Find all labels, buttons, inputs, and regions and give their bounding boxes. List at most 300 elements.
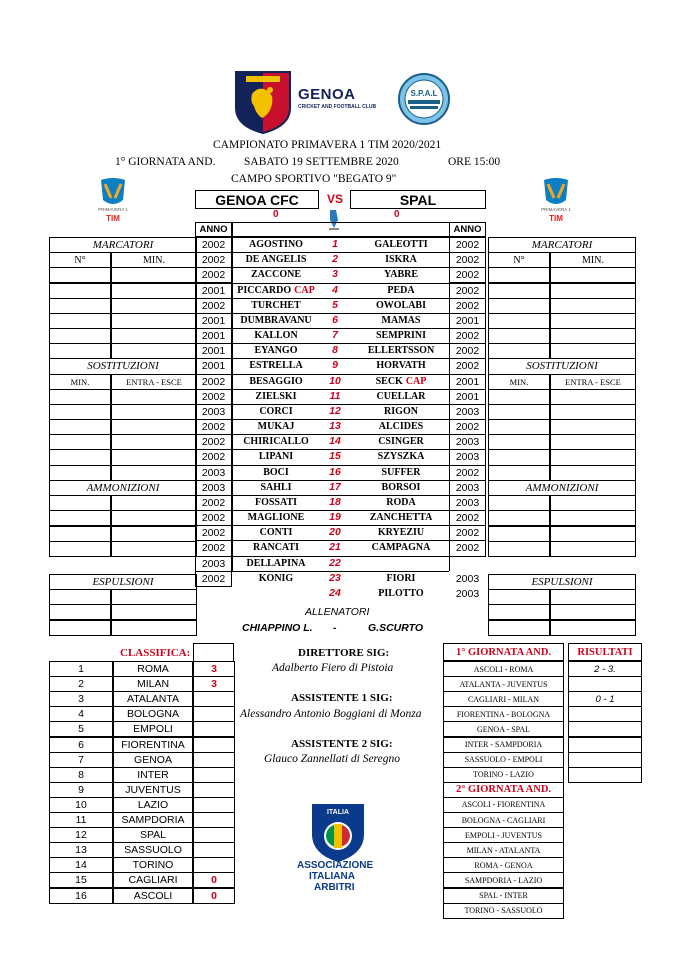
standings-position: 9 (49, 782, 113, 798)
panel-entry-cell[interactable] (488, 328, 550, 344)
standings-position: 11 (49, 812, 113, 828)
panel-entry-cell[interactable] (111, 541, 197, 557)
home-player-name (232, 510, 320, 525)
panel-entry-cell[interactable] (550, 434, 636, 450)
home-player-year: 2002 (195, 571, 232, 587)
home-year-header: ANNO (195, 222, 232, 237)
standings-points-header (193, 643, 234, 661)
roster-row-line (232, 389, 449, 390)
spal-logo (398, 70, 450, 128)
panel-entry-cell[interactable] (49, 589, 111, 605)
home-player-year: 2002 (195, 252, 232, 268)
standings-team: MILAN (113, 676, 193, 692)
assistant2-label: ASSISTENTE 2 SIG: (291, 738, 393, 750)
shirt-number: 20 (329, 526, 341, 539)
roster-row-line (232, 419, 449, 420)
panel-entry-cell[interactable] (550, 604, 636, 620)
shirt-number: 4 (332, 283, 338, 296)
fixture-match: EMPOLI - JUVENTUS (443, 827, 564, 843)
standings-position: 5 (49, 721, 113, 737)
panel-entry-cell[interactable] (49, 343, 111, 359)
home-player-surname: MUKAJ (257, 421, 295, 433)
away-player-surname: CSINGER (378, 436, 424, 448)
home-player-year: 2001 (195, 358, 232, 374)
home-player-name (232, 449, 320, 464)
home-player-surname: BOCI (263, 466, 289, 478)
panel-entry-cell[interactable] (550, 541, 636, 557)
panel-entry-cell[interactable] (488, 526, 550, 542)
standings-team: LAZIO (113, 797, 193, 813)
panel-entry-cell[interactable] (488, 589, 550, 605)
panel-entry-cell[interactable] (49, 434, 111, 450)
tim-brand: TIM (549, 214, 563, 223)
home-player-year: 2003 (195, 404, 232, 420)
home-player-year: 2002 (195, 298, 232, 314)
shirt-number: 17 (329, 480, 341, 493)
panel-entry-cell[interactable] (49, 389, 111, 405)
standings-team: TORINO (113, 857, 193, 873)
panel-entry-cell[interactable] (488, 313, 550, 329)
home-player-surname: LIPANI (258, 451, 294, 463)
home-player-surname: ESTRELLA (249, 360, 303, 372)
panel-entry-cell[interactable] (111, 589, 197, 605)
captain-badge: CAP (294, 284, 315, 296)
away-player-name (353, 540, 449, 555)
panel-entry-cell[interactable] (550, 465, 636, 481)
home-player-name (232, 313, 320, 328)
panel-col-header: MIN. (488, 374, 550, 390)
roster-row-line (232, 343, 449, 344)
fixture-match: TORINO - LAZIO (443, 767, 564, 783)
home-player-name (232, 480, 320, 495)
away-player-year: 2003 (455, 587, 480, 600)
spal-logo-text: S.P.A.L (410, 89, 438, 98)
panel-title: ESPULSIONI (488, 574, 636, 590)
away-player-year: 2002 (449, 419, 486, 435)
away-player-year: 2002 (449, 510, 486, 526)
roster-row-line (232, 283, 449, 284)
home-player-surname: CHIRICALLO (243, 436, 309, 448)
tim-brand: TIM (106, 214, 120, 223)
match-venue: CAMPO SPORTIVO "BEGATO 9" (231, 173, 397, 185)
panel-entry-cell[interactable] (111, 389, 197, 405)
away-player-surname: SZYSZKA (377, 451, 425, 463)
shirt-number: 1 (332, 238, 338, 250)
aia-line2: ITALIANA (309, 871, 355, 882)
away-player-name (353, 449, 449, 464)
round1-title: 1° GIORNATA AND. (443, 643, 564, 661)
panel-entry-cell[interactable] (550, 404, 636, 420)
referee-name: Adalberto Fiero di Pistoia (272, 662, 394, 674)
panel-entry-cell[interactable] (488, 434, 550, 450)
panel-entry-cell[interactable] (111, 283, 197, 299)
shirt-number: 6 (332, 313, 338, 326)
panel-title: SOSTITUZIONI (49, 358, 197, 374)
home-player-year: 2003 (195, 556, 232, 572)
panel-entry-cell[interactable] (111, 604, 197, 620)
away-player-surname: ELLERTSSON (367, 345, 435, 357)
away-player-name (353, 358, 449, 373)
away-player-year: 2001 (449, 389, 486, 405)
panel-title: AMMONIZIONI (488, 480, 636, 496)
home-player-name (232, 556, 320, 571)
home-player-name (232, 540, 320, 555)
panel-entry-cell[interactable] (488, 620, 550, 636)
home-player-surname: TURCHET (251, 299, 301, 311)
home-player-surname: DE ANGELIS (245, 254, 307, 266)
home-player-year: 2002 (195, 510, 232, 526)
fixture-result: 2 - 3. (568, 661, 642, 677)
roster-header-spacer (232, 222, 486, 237)
away-score: 0 (394, 209, 400, 220)
panel-entry-cell[interactable] (488, 267, 550, 283)
panel-entry-cell[interactable] (488, 449, 550, 465)
home-player-year: 2003 (195, 480, 232, 496)
home-player-name (232, 237, 320, 252)
panel-entry-cell[interactable] (49, 541, 111, 557)
panel-entry-cell[interactable] (49, 449, 111, 465)
away-player-year: 2001 (449, 313, 486, 329)
home-player-surname: EYANGO (254, 345, 298, 357)
standings-team: SAMPDORIA (113, 812, 193, 828)
panel-entry-cell[interactable] (49, 495, 111, 511)
home-player-surname: PICCARDO (237, 284, 292, 296)
coach-separator: - (333, 622, 337, 634)
shirt-number: 21 (329, 541, 341, 554)
roster-row-line (232, 480, 449, 481)
away-coach: G.SCURTO (368, 622, 424, 634)
home-player-name (232, 267, 320, 282)
panel-entry-cell[interactable] (550, 526, 636, 542)
home-player-name (232, 374, 320, 389)
home-player-year: 2002 (195, 419, 232, 435)
standings-team: INTER (113, 767, 193, 783)
home-player-surname: CORCI (259, 405, 293, 417)
panel-entry-cell[interactable] (49, 465, 111, 481)
panel-entry-cell[interactable] (49, 313, 111, 329)
standings-team: BOLOGNA (113, 706, 193, 722)
standings-team: SASSUOLO (113, 842, 193, 858)
home-player-name (232, 252, 320, 267)
fixture-result (568, 767, 642, 783)
standings-team: ROMA (113, 661, 193, 677)
home-coach: CHIAPPINO L. (242, 622, 313, 634)
roster-row-line (232, 374, 449, 375)
panel-entry-cell[interactable] (550, 343, 636, 359)
results-title: RISULTATI (568, 643, 642, 661)
panel-entry-cell[interactable] (49, 404, 111, 420)
shirt-number: 19 (329, 511, 341, 524)
panel-entry-cell[interactable] (550, 620, 636, 636)
away-player-name (353, 267, 449, 282)
away-player-surname: YABRE (383, 269, 419, 281)
standings-team: SPAL (113, 827, 193, 843)
fixture-match: SPAL - INTER (443, 888, 564, 904)
panel-entry-cell[interactable] (550, 389, 636, 405)
panel-entry-cell[interactable] (488, 404, 550, 420)
home-player-year: 2001 (195, 313, 232, 329)
standings-position: 13 (49, 842, 113, 858)
panel-col-header: N° (49, 252, 111, 268)
away-player-year: 2002 (449, 237, 486, 253)
away-player-year: 2003 (455, 572, 480, 585)
away-player-year: 2002 (449, 540, 486, 556)
home-player-name (232, 525, 320, 540)
panel-entry-cell[interactable] (49, 526, 111, 542)
away-player-surname: ALCIDES (378, 421, 424, 433)
panel-entry-cell[interactable] (111, 510, 197, 526)
panel-entry-cell[interactable] (49, 283, 111, 299)
home-player-year: 2002 (195, 374, 232, 390)
panel-col-header: N° (488, 252, 550, 268)
away-player-year: 2002 (449, 328, 486, 344)
assistant2-name: Glauco Zannellati di Seregno (264, 753, 400, 765)
standings-points (193, 721, 235, 737)
panel-col-header: MIN. (550, 252, 636, 268)
home-player-year: 2002 (195, 525, 232, 541)
standings-points: 0 (193, 872, 235, 888)
panel-entry-cell[interactable] (111, 267, 197, 283)
standings-position: 15 (49, 872, 113, 888)
roster-row-line (232, 449, 449, 450)
away-player-surname: BORSOI (381, 481, 421, 493)
standings-team: JUVENTUS (113, 782, 193, 798)
panel-entry-cell[interactable] (111, 620, 197, 636)
panel-entry-cell[interactable] (550, 510, 636, 526)
home-player-year: 2002 (195, 237, 232, 253)
panel-entry-cell[interactable] (49, 267, 111, 283)
fixture-result: 0 - 1 (568, 691, 642, 707)
panel-entry-cell[interactable] (111, 495, 197, 511)
away-team-name: SPAL (350, 190, 486, 209)
away-player-name (353, 404, 449, 419)
standings-points: 3 (193, 661, 235, 677)
away-player-surname: GALEOTTI (374, 239, 428, 250)
standings-team: GENOA (113, 752, 193, 768)
panel-entry-cell[interactable] (550, 495, 636, 511)
fixture-match: ASCOLI - ROMA (443, 661, 564, 677)
away-player-year: 2002 (449, 283, 486, 299)
away-player-name (353, 419, 449, 434)
panel-entry-cell[interactable] (488, 510, 550, 526)
panel-title: ESPULSIONI (49, 574, 197, 590)
panel-entry-cell[interactable] (49, 419, 111, 435)
panel-col-header: ENTRA - ESCE (550, 374, 636, 390)
panel-entry-cell[interactable] (111, 328, 197, 344)
home-player-surname: MAGLIONE (247, 512, 305, 524)
panel-entry-cell[interactable] (488, 541, 550, 557)
away-player-year: 2002 (449, 298, 486, 314)
away-player-name (353, 510, 449, 525)
roster-col-line (232, 237, 233, 571)
aia-shield-logo (306, 800, 370, 864)
roster-col-line (449, 237, 450, 571)
standings-points (193, 827, 235, 843)
match-date: SABATO 19 SETTEMBRE 2020 (244, 156, 399, 168)
primavera-label: PRIMAVERA 1 (541, 207, 571, 212)
away-player-name (353, 374, 449, 389)
standings-points (193, 857, 235, 873)
away-player-year: 2002 (449, 252, 486, 268)
standings-position: 3 (49, 691, 113, 707)
primavera-logo-right (538, 178, 574, 224)
panel-entry-cell[interactable] (488, 419, 550, 435)
standings-points (193, 812, 235, 828)
shirt-number: 12 (329, 404, 341, 417)
panel-entry-cell[interactable] (111, 419, 197, 435)
captain-badge: CAP (405, 375, 427, 387)
home-player-year: 2002 (195, 267, 232, 283)
shirt-number: 2 (332, 253, 338, 266)
away-player-surname: CUELLAR (376, 390, 426, 402)
standings-team: ATALANTA (113, 691, 193, 707)
home-player-surname: SAHLI (260, 481, 292, 493)
panel-entry-cell[interactable] (488, 298, 550, 314)
home-player-surname: BESAGGIO (249, 375, 303, 387)
roster-row-line (232, 404, 449, 405)
panel-entry-cell[interactable] (550, 589, 636, 605)
panel-title: MARCATORI (49, 237, 197, 253)
panel-entry-cell[interactable] (111, 465, 197, 481)
standings-points (193, 737, 235, 753)
away-player-year: 2003 (449, 480, 486, 496)
panel-title: MARCATORI (488, 237, 636, 253)
panel-entry-cell[interactable] (111, 526, 197, 542)
away-player-name (353, 283, 449, 298)
panel-entry-cell[interactable] (488, 389, 550, 405)
away-player-surname: ZANCHETTA (369, 512, 433, 524)
standings-position: 4 (49, 706, 113, 722)
home-player-surname: FOSSATI (254, 496, 298, 508)
standings-position: 7 (49, 752, 113, 768)
panel-entry-cell[interactable] (488, 465, 550, 481)
shirt-number: 11 (329, 389, 341, 402)
panel-entry-cell[interactable] (488, 283, 550, 299)
primavera-logo-left (95, 178, 131, 224)
away-player-year: 2003 (449, 449, 486, 465)
standings-team: EMPOLI (113, 721, 193, 737)
away-player-year: 2003 (449, 434, 486, 450)
panel-entry-cell[interactable] (49, 328, 111, 344)
standings-position: 10 (49, 797, 113, 813)
standings-position: 2 (49, 676, 113, 692)
away-player-surname: ISKRA (385, 254, 417, 266)
standings-points (193, 782, 235, 798)
home-player-year: 2003 (195, 465, 232, 481)
away-player-year: 2002 (449, 267, 486, 283)
roster-row-line (232, 540, 449, 541)
fixture-match: MILAN - ATALANTA (443, 842, 564, 858)
panel-entry-cell[interactable] (550, 298, 636, 314)
panel-entry-cell[interactable] (488, 604, 550, 620)
shirt-number: 9 (332, 359, 338, 372)
fixture-match: BOLOGNA - CAGLIARI (443, 812, 564, 828)
panel-entry-cell[interactable] (111, 343, 197, 359)
roster-row-line (232, 298, 449, 299)
standings-points (193, 767, 235, 783)
panel-entry-cell[interactable] (111, 404, 197, 420)
panel-entry-cell[interactable] (550, 313, 636, 329)
panel-entry-cell[interactable] (488, 495, 550, 511)
home-player-name (232, 404, 320, 419)
home-player-surname: CONTI (259, 527, 293, 539)
home-player-name (232, 283, 320, 298)
panel-entry-cell[interactable] (550, 267, 636, 283)
roster-row-line (232, 465, 449, 466)
panel-entry-cell[interactable] (111, 313, 197, 329)
standings-points: 0 (193, 888, 235, 904)
standings-points (193, 797, 235, 813)
championship-title: CAMPIONATO PRIMAVERA 1 TIM 2020/2021 (213, 139, 442, 151)
home-player-name (232, 419, 320, 434)
roster-row-line (232, 313, 449, 314)
panel-entry-cell[interactable] (550, 283, 636, 299)
home-player-year: 2002 (195, 540, 232, 556)
panel-entry-cell[interactable] (49, 298, 111, 314)
panel-title: SOSTITUZIONI (488, 358, 636, 374)
panel-entry-cell[interactable] (550, 328, 636, 344)
home-player-surname: DELLAPINA (246, 557, 306, 569)
panel-entry-cell[interactable] (111, 298, 197, 314)
away-player-name (353, 525, 449, 540)
standings-points (193, 752, 235, 768)
away-player-year: 2002 (449, 358, 486, 374)
shirt-number: 22 (329, 556, 341, 569)
away-player-name (353, 571, 449, 586)
panel-entry-cell[interactable] (49, 510, 111, 526)
panel-entry-cell[interactable] (550, 449, 636, 465)
fixture-match: ROMA - GENOA (443, 857, 564, 873)
shirt-number: 8 (332, 344, 338, 357)
genoa-club-name: GENOA (298, 86, 356, 103)
roster-row-line (232, 434, 449, 435)
fixture-result (568, 752, 642, 768)
shirt-number: 18 (329, 495, 341, 508)
panel-entry-cell[interactable] (488, 343, 550, 359)
home-player-surname: KONIG (258, 572, 294, 584)
fixture-result (568, 676, 642, 692)
standings-team: FIORENTINA (113, 737, 193, 753)
panel-entry-cell[interactable] (111, 434, 197, 450)
away-player-name (353, 237, 449, 252)
standings-team: ASCOLI (113, 888, 193, 904)
standings-position: 16 (49, 888, 113, 904)
away-player-name (353, 495, 449, 510)
away-player-name (353, 389, 449, 404)
panel-col-header: ENTRA - ESCE (111, 374, 197, 390)
panel-entry-cell[interactable] (49, 604, 111, 620)
panel-title: AMMONIZIONI (49, 480, 197, 496)
roster-row-line (232, 237, 449, 238)
fixture-match: ASCOLI - FIORENTINA (443, 797, 564, 813)
away-player-year (449, 556, 486, 572)
away-player-year: 2002 (449, 343, 486, 359)
fixture-result (568, 721, 642, 737)
panel-entry-cell[interactable] (49, 620, 111, 636)
roster-row-line (232, 510, 449, 511)
away-player-name (353, 465, 449, 480)
genoa-crest-logo (234, 68, 292, 134)
away-player-name (353, 480, 449, 495)
panel-entry-cell[interactable] (550, 419, 636, 435)
away-year-header: ANNO (449, 222, 486, 237)
home-team-name: GENOA CFC (195, 190, 319, 209)
panel-entry-cell[interactable] (111, 449, 197, 465)
home-player-surname: ZIELSKI (255, 390, 297, 402)
away-player-name (353, 343, 449, 358)
home-player-name (232, 343, 320, 358)
assistant1-label: ASSISTENTE 1 SIG: (291, 692, 393, 704)
